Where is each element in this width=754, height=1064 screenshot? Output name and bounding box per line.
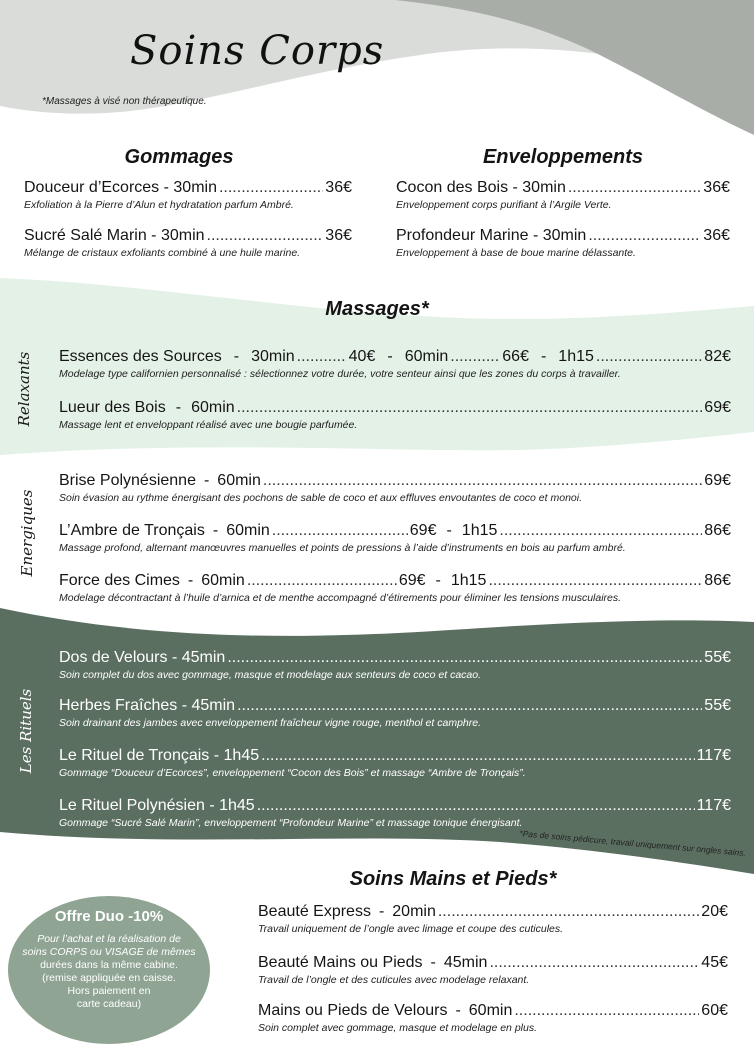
- massage-item: Lueur des Bois - 60min ..... 69€ Massage lent et enveloppant réalisé avec une bougie parfumée.: [59, 399, 731, 431]
- enveloppement-item: Profondeur Marine - 30min ..... 36€ Enveloppement à base de boue marine délassante.: [396, 227, 730, 259]
- offre-line: Hors paiement en: [67, 985, 151, 997]
- massage-item: Essences des Sources - 30min ..... 40€ - 60min ..... 66€ - 1h15 ..... 82€ Modelage type californien personnalisé : sélectionnez votre durée, votre senteur ainsi que les zones du corps à travailler.: [59, 348, 731, 380]
- offre-line: durées dans la même cabine.: [40, 959, 178, 971]
- massage-item: Brise Polynésienne - 60min ..... 69€ Soin évasion au rythme énergisant des pochons de sable de coco et aux effluves envoutantes de coco et monoi.: [59, 472, 731, 504]
- enveloppements-title: Enveloppements: [482, 146, 644, 168]
- offre-duo-title: Offre Duo -10%: [54, 908, 164, 925]
- offre-duo-badge: [8, 896, 210, 1044]
- rituel-item: Le Rituel de Tronçais - 1h45 ..... 117€ Gommage “Douceur d’Ecorces”, enveloppement “Cocon des Bois” et massage “Ambre de Tronçais”.: [59, 747, 731, 779]
- rituel-item: Dos de Velours - 45min ..... 55€ Soin complet du dos avec gommage, masque et modelage aux senteurs de coco et cacao.: [59, 649, 731, 681]
- gommage-item: Sucré Salé Marin - 30min ..... 36€ Mélange de cristaux exfoliants combiné à une huile marine.: [24, 227, 352, 259]
- gommage-item: Douceur d’Ecorces - 30min ..... 36€ Exfoliation à la Pierre d’Alun et hydratation parfum Ambré.: [24, 179, 352, 211]
- disclaimer-text: *Massages à visé non thérapeutique.: [42, 96, 207, 107]
- massage-item: Force des Cimes - 60min ..... 69€ - 1h15 ..... 86€ Modelage décontractant à l’huile d’arnica et de menthe accompagné d’étirements pour éliminer les tensions musculaires.: [59, 572, 731, 604]
- offre-line: soins CORPS ou VISAGE de mêmes: [22, 946, 196, 958]
- massages-title: Massages*: [325, 298, 429, 320]
- offre-line: Pour l’achat et la réalisation de: [37, 933, 181, 945]
- offre-line: carte cadeau): [76, 998, 142, 1010]
- page-title: Soins Corps: [130, 28, 385, 74]
- mains-pieds-item: Beauté Mains ou Pieds - 45min ..... 45€ Travail de l’ongle et des cuticules avec modelage relaxant.: [258, 954, 728, 986]
- rituel-item: Herbes Fraîches - 45min ..... 55€ Soin drainant des jambes avec enveloppement fraîcheur vigne rouge, menthol et camphre.: [59, 697, 731, 729]
- mains-pieds-item: Mains ou Pieds de Velours - 60min ..... 60€ Soin complet avec gommage, masque et modelage en plus.: [258, 1002, 728, 1034]
- offre-line: (remise appliquée en caisse.: [42, 972, 176, 984]
- rituel-item: Le Rituel Polynésien - 1h45 ..... 117€ Gommage “Sucré Salé Marin”, enveloppement “Profondeur Marine” et massage tonique énergisant.: [59, 797, 731, 829]
- energiques-label: Energiques: [18, 489, 36, 577]
- mains-pieds-title: Soins Mains et Pieds*: [349, 868, 557, 890]
- relaxants-label: Relaxants: [15, 351, 33, 427]
- massage-item: L’Ambre de Tronçais - 60min ..... 69€ - 1h15 ..... 86€ Massage profond, alternant manœuvres manuelles et points de pressions à l’aide d’instruments en bois au parfum ambré.: [59, 522, 731, 554]
- mains-pieds-item: Beauté Express - 20min ..... 20€ Travail uniquement de l’ongle avec limage et coupe des cuticules.: [258, 903, 728, 935]
- gommages-title: Gommages: [124, 146, 234, 168]
- footnote-text: *Pas de soins pédicure, travail uniquement sur ongles sains.: [518, 828, 746, 858]
- rituels-label: Les Rituels: [17, 688, 35, 774]
- enveloppement-item: Cocon des Bois - 30min ..... 36€ Enveloppement corps purifiant à l’Argile Verte.: [396, 179, 730, 211]
